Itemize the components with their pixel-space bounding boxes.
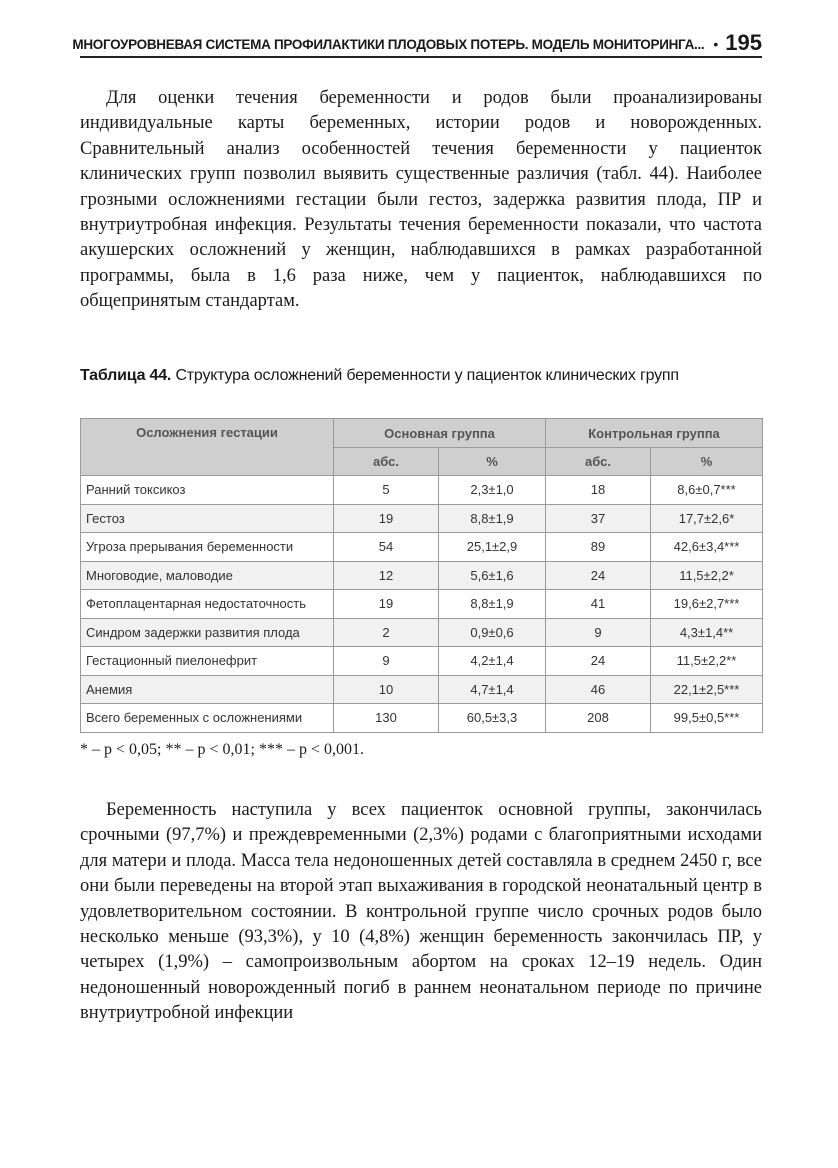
main-abs-cell: 10 bbox=[334, 675, 439, 704]
table-caption-text: Структура осложнений беременности у пациенток клинических групп bbox=[175, 367, 679, 384]
table-row bbox=[81, 476, 763, 505]
row-label: Многоводие, маловодие bbox=[81, 561, 334, 590]
control-pct-cell: 22,1±2,5*** bbox=[651, 675, 763, 704]
row-label: Гестоз bbox=[81, 504, 334, 533]
control-pct-cell: 99,5±0,5*** bbox=[651, 704, 763, 733]
subheader-main-abs: абс. bbox=[334, 448, 439, 476]
row-label: Ранний токсикоз bbox=[81, 476, 334, 505]
control-abs-cell: 24 bbox=[546, 647, 651, 676]
main-pct-cell: 4,7±1,4 bbox=[439, 675, 546, 704]
paragraph-1: Для оценки течения беременности и родов были проанализированы индивидуальные карты беременных, истории родов и новорожденных. Сравнительный анализ особенностей течения беременности у пациенток клинических групп позволил выявить существенные различия (табл. 44). Наиболее грозными осложнениями гестации были гестоз, задержка развития плода, ПР и внутриутробная инфекция. Результаты течения беременности показали, что частота акушерских осложнений у женщин, наблюдавшихся в рамках разработанной программы, была в 1,6 раза ниже, чем у пациенток, наблюдавшихся по общепринятым стандартам. bbox=[80, 88, 762, 312]
main-abs-cell: 54 bbox=[334, 533, 439, 562]
main-pct-cell: 8,8±1,9 bbox=[439, 590, 546, 619]
table-row bbox=[81, 533, 763, 562]
main-pct-cell: 5,6±1,6 bbox=[439, 561, 546, 590]
control-abs-cell: 208 bbox=[546, 704, 651, 733]
control-pct-cell: 4,3±1,4** bbox=[651, 618, 763, 647]
header-control-group: Контрольная группа bbox=[546, 419, 763, 448]
main-pct-cell: 2,3±1,0 bbox=[439, 476, 546, 505]
table-row bbox=[81, 647, 763, 676]
control-pct-cell: 11,5±2,2* bbox=[651, 561, 763, 590]
page-number: 195 bbox=[725, 30, 762, 55]
table-footnote: * – p < 0,05; ** – p < 0,01; *** – p < 0,001. bbox=[80, 741, 364, 758]
control-pct-cell: 11,5±2,2** bbox=[651, 647, 763, 676]
main-pct-cell: 0,9±0,6 bbox=[439, 618, 546, 647]
row-label: Анемия bbox=[81, 675, 334, 704]
complications-table bbox=[80, 418, 763, 733]
table-row bbox=[81, 704, 763, 733]
subheader-control-pct: % bbox=[651, 448, 763, 476]
table-row bbox=[81, 618, 763, 647]
table-row bbox=[81, 675, 763, 704]
main-abs-cell: 130 bbox=[334, 704, 439, 733]
table-row bbox=[81, 590, 763, 619]
control-abs-cell: 41 bbox=[546, 590, 651, 619]
paragraph-2: Беременность наступила у всех пациенток основной группы, закончилась срочными (97,7%) и преждевременными (2,3%) родами с благоприятными исходами для матери и плода. Масса тела недоношенных детей составляла в среднем 2450 г, все они были переведены на второй этап выхаживания в городской неонатальный центр в удовлетворительном состоянии. В контрольной группе число срочных родов было несколько меньше (93,3%), у 10 (4,8%) женщин беременность закончилась ПР, у четырех (1,9%) – самопроизвольным абортом на сроках 12–19 недель. Один недоношенный новорожденный погиб в раннем неонатальном периоде по причине внутриутробной инфекции bbox=[80, 800, 762, 1024]
row-label: Фетоплацентарная недостаточность bbox=[81, 590, 334, 619]
main-abs-cell: 5 bbox=[334, 476, 439, 505]
row-label: Синдром задержки развития плода bbox=[81, 618, 334, 647]
main-abs-cell: 12 bbox=[334, 561, 439, 590]
main-abs-cell: 9 bbox=[334, 647, 439, 676]
main-abs-cell: 19 bbox=[334, 590, 439, 619]
control-abs-cell: 46 bbox=[546, 675, 651, 704]
control-pct-cell: 42,6±3,4*** bbox=[651, 533, 763, 562]
main-abs-cell: 19 bbox=[334, 504, 439, 533]
main-pct-cell: 60,5±3,3 bbox=[439, 704, 546, 733]
table-caption bbox=[80, 365, 762, 387]
control-abs-cell: 9 bbox=[546, 618, 651, 647]
page-header bbox=[72, 28, 762, 58]
row-label: Угроза прерывания беременности bbox=[81, 533, 334, 562]
control-abs-cell: 37 bbox=[546, 504, 651, 533]
main-pct-cell: 25,1±2,9 bbox=[439, 533, 546, 562]
main-pct-cell: 4,2±1,4 bbox=[439, 647, 546, 676]
subheader-control-abs: абс. bbox=[546, 448, 651, 476]
control-abs-cell: 24 bbox=[546, 561, 651, 590]
table-body bbox=[81, 476, 763, 733]
control-pct-cell: 19,6±2,7*** bbox=[651, 590, 763, 619]
control-abs-cell: 89 bbox=[546, 533, 651, 562]
bullet-separator: • bbox=[713, 36, 719, 52]
table-row bbox=[81, 504, 763, 533]
control-pct-cell: 8,6±0,7*** bbox=[651, 476, 763, 505]
control-pct-cell: 17,7±2,6* bbox=[651, 504, 763, 533]
subheader-main-pct: % bbox=[439, 448, 546, 476]
table-caption-number: Таблица 44. bbox=[80, 367, 172, 384]
table-row bbox=[81, 561, 763, 590]
main-pct-cell: 8,8±1,9 bbox=[439, 504, 546, 533]
row-label: Гестационный пиелонефрит bbox=[81, 647, 334, 676]
header-main-group: Основная группа bbox=[334, 419, 546, 448]
running-title: МНОГОУРОВНЕВАЯ СИСТЕМА ПРОФИЛАКТИКИ ПЛОДОВЫХ ПОТЕРЬ. МОДЕЛЬ МОНИТОРИНГА... bbox=[72, 37, 705, 52]
control-abs-cell: 18 bbox=[546, 476, 651, 505]
row-label: Всего беременных с осложнениями bbox=[81, 704, 334, 733]
header-complication: Осложнения гестации bbox=[81, 419, 334, 476]
main-abs-cell: 2 bbox=[334, 618, 439, 647]
